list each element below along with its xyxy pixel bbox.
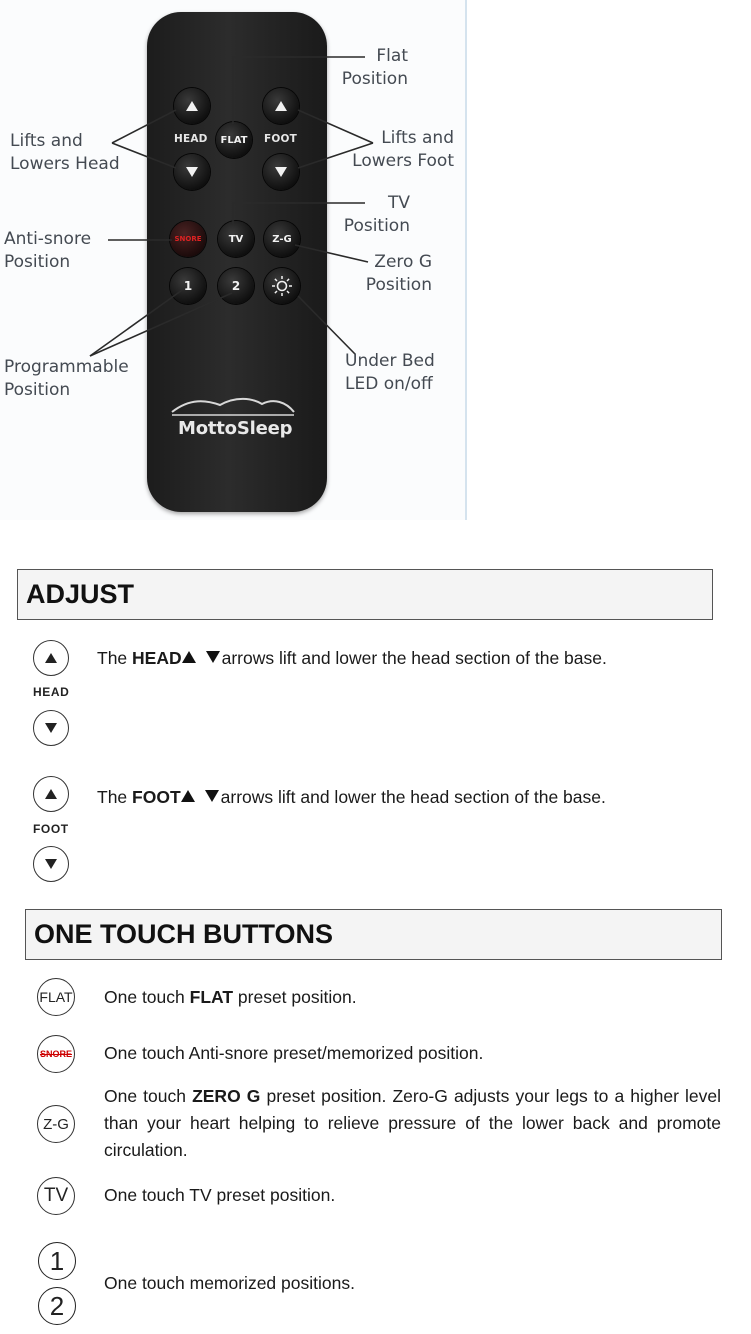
one-touch-header (25, 909, 722, 960)
adjust-header (17, 569, 713, 620)
callout-snore: Anti-snore Position (4, 229, 92, 272)
flat-button-label: FLAT (220, 134, 248, 146)
snore-button-label: SNORE (174, 235, 202, 243)
memory-1-label: 1 (183, 279, 193, 293)
callout-flat: Flat Position (341, 46, 408, 89)
callout-foot: Lifts and Lowers Foot (352, 128, 454, 171)
memory-description: One touch memorized positions. (104, 1273, 355, 1293)
up-down-arrows-icon (181, 789, 221, 803)
callout-head: Lifts and Lowers Head (10, 131, 120, 174)
zero-g-button-label: Z-G (272, 233, 292, 245)
tv-description: One touch TV preset position. (104, 1185, 336, 1205)
flat-description: One touch FLAT preset position. (104, 987, 357, 1007)
head-icon-label: HEAD (33, 685, 70, 699)
callout-led: Under Bed LED on/off (345, 351, 435, 394)
memory-2-icon: 2 (38, 1287, 76, 1325)
tv-button-label: TV (228, 233, 244, 245)
brand-name: MottoSleep (178, 418, 293, 439)
adjust-title: ADJUST (26, 579, 135, 609)
foot-label: FOOT (264, 133, 297, 145)
foot-down-icon (33, 846, 69, 882)
memory-2-label: 2 (231, 279, 241, 293)
snore-icon: SNORE (37, 1035, 75, 1073)
flat-icon: FLAT (37, 978, 75, 1016)
remote-diagram (0, 0, 467, 520)
snore-description: One touch Anti-snore preset/memorized position. (104, 1043, 484, 1063)
callout-tv: TV Position (343, 193, 410, 236)
head-up-icon (33, 640, 69, 676)
head-down-icon (33, 710, 69, 746)
zero-g-icon: Z-G (37, 1105, 75, 1143)
foot-description: The FOOT arrows lift and lower the head section of the base. (97, 787, 606, 807)
up-down-arrows-icon (182, 650, 222, 664)
foot-up-icon (33, 776, 69, 812)
callout-programmable: Programmable Position (4, 357, 129, 400)
head-description: The HEAD arrows lift and lower the head section of the base. (97, 648, 607, 668)
tv-icon: TV (37, 1177, 75, 1215)
head-label: HEAD (174, 133, 208, 145)
memory-1-icon: 1 (38, 1242, 76, 1280)
zero-g-description: One touch ZERO G preset position. Zero-G adjusts your legs to a higher level than your heart helping to relieve pressure of the lower back and promote circulation. (104, 1086, 721, 1160)
callout-zero-g: Zero G Position (365, 252, 432, 295)
foot-icon-label: FOOT (33, 822, 69, 836)
one-touch-title: ONE TOUCH BUTTONS (34, 919, 334, 949)
